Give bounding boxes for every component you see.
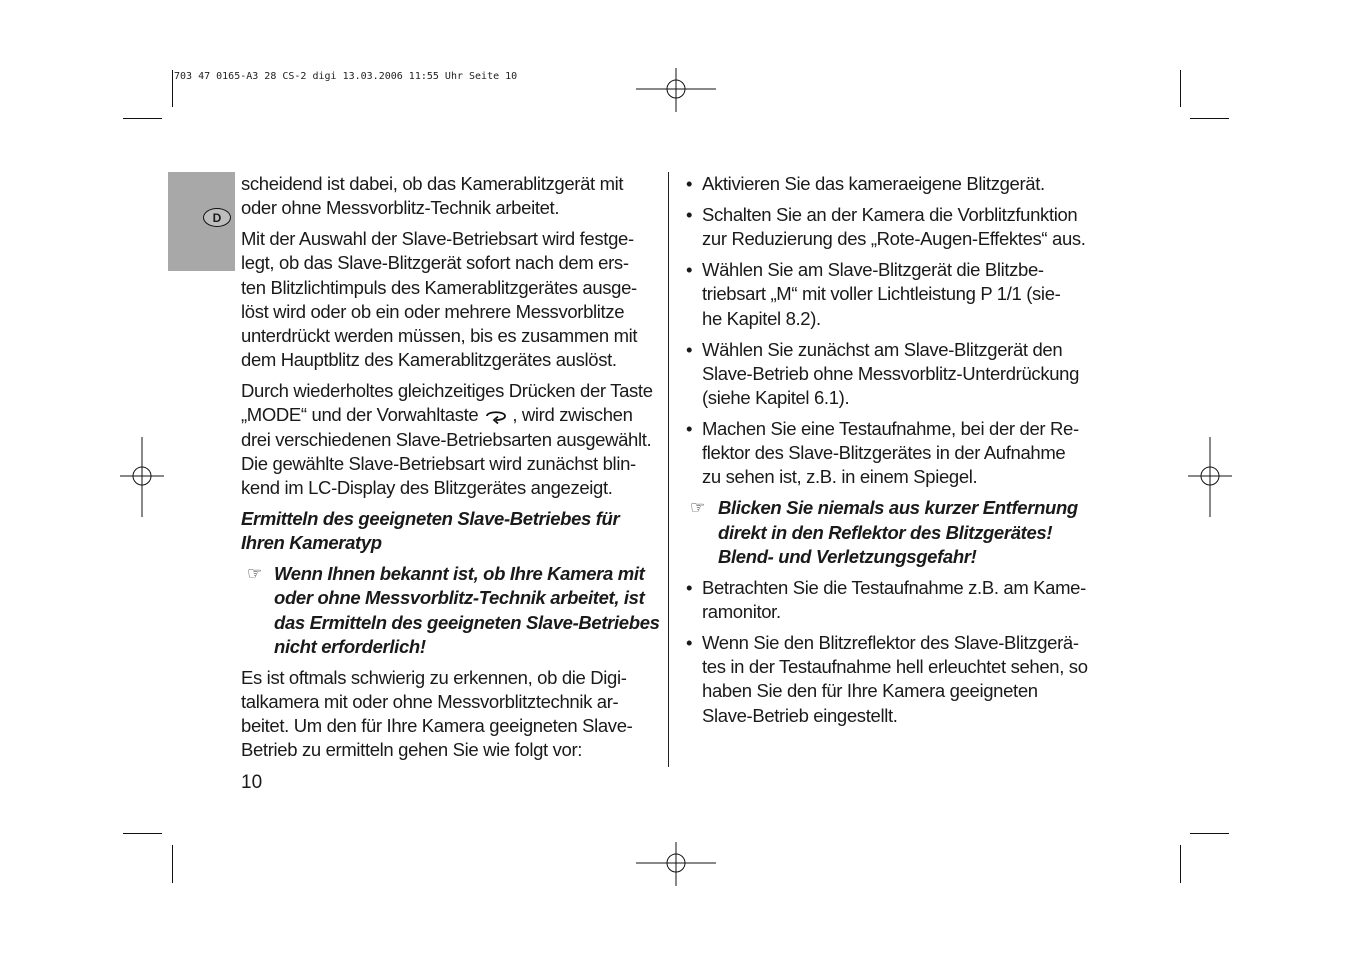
paragraph: [241, 227, 651, 372]
hint-note: [241, 562, 660, 659]
list-item: [686, 576, 1106, 624]
text-line: Wenn Ihnen bekannt ist, ob Ihre Kamera mit: [274, 563, 645, 585]
crop-mark: [123, 118, 162, 119]
crop-mark: [1180, 845, 1181, 883]
text-line: Aktivieren Sie das kameraeigene Blitzgerät.: [702, 173, 1045, 194]
preset-key-icon: [484, 410, 508, 424]
text-line: löst wird oder ob ein oder mehrere Messvorblitze: [241, 300, 625, 322]
registration-mark-icon: [1188, 437, 1232, 517]
text-line: Blend- und Verletzungsgefahr!: [718, 545, 977, 567]
paragraph: [241, 379, 651, 500]
bullet-icon: •: [686, 418, 693, 440]
text-line: Wählen Sie am Slave-Blitzgerät die Blitzbe-: [702, 259, 1044, 281]
crop-mark: [1190, 118, 1229, 119]
registration-mark-icon: [636, 842, 716, 886]
text-line: nicht erforderlich!: [274, 635, 426, 657]
section-heading: [241, 507, 651, 555]
text-line: ramonitor.: [702, 601, 781, 623]
text-line: he Kapitel 8.2).: [702, 307, 821, 329]
crop-mark: [123, 833, 162, 834]
text-line: (siehe Kapitel 6.1).: [702, 387, 850, 409]
list-item: [686, 172, 1106, 196]
text-line: unterdrückt werden müssen, bis es zusammen mit: [241, 325, 638, 347]
list-item: [686, 631, 1106, 728]
text-line: Betrieb zu ermitteln gehen Sie wie folgt vor:: [241, 739, 583, 761]
text-line: direkt in den Reflektor des Blitzgerätes!: [718, 521, 1053, 543]
crop-mark: [1180, 70, 1181, 107]
text-line: drei verschiedenen Slave-Betriebsarten ausgewählt.: [241, 428, 652, 450]
text-line: ten Blitzlichtimpuls des Kamerablitzgerätes ausge-: [241, 276, 637, 298]
text-line: dem Hauptblitz des Kamerablitzgerätes auslöst.: [241, 349, 617, 371]
text-line: Slave-Betrieb ohne Messvorblitz-Unterdrückung: [702, 362, 1080, 384]
text-line: haben Sie den für Ihre Kamera geeigneten: [702, 680, 1038, 702]
registration-mark-icon: [636, 68, 716, 112]
paragraph: [241, 666, 651, 763]
text-line: das Ermitteln des geeigneten Slave-Betriebes: [274, 611, 660, 633]
text-line: oder ohne Messvorblitz-Technik arbeitet, ist: [274, 587, 645, 609]
list-item: [686, 417, 1106, 490]
text-line: zur Reduzierung des „Rote-Augen-Effektes“ aus.: [702, 228, 1086, 250]
text-line: legt, ob das Slave-Blitzgerät sofort nach dem ers-: [241, 252, 629, 274]
text-line: zu sehen ist, z.B. in einem Spiegel.: [702, 466, 978, 488]
text-line: Ermitteln des geeigneten Slave-Betriebes für: [241, 508, 620, 530]
text-line: Mit der Auswahl der Slave-Betriebsart wird festge-: [241, 228, 634, 250]
bullet-icon: •: [686, 204, 693, 225]
text-fragment: „MODE“ und der Vorwahltaste: [241, 404, 479, 426]
text-line: flektor des Slave-Blitzgerätes in der Aufnahme: [702, 442, 1066, 464]
language-badge: D: [203, 208, 231, 227]
text-line: Wenn Sie den Blitzreflektor des Slave-Blitzgerä-: [702, 632, 1079, 654]
crop-mark: [172, 845, 173, 883]
pointing-hand-icon: ☞: [247, 564, 262, 584]
bullet-icon: •: [686, 632, 693, 654]
text-line: Machen Sie eine Testaufnahme, bei der der Re-: [702, 418, 1079, 440]
text-line: Es ist oftmals schwierig zu erkennen, ob die Digi-: [241, 666, 627, 688]
registration-mark-icon: [120, 437, 164, 517]
pointing-hand-icon: ☞: [690, 498, 705, 518]
text-line: Wählen Sie zunächst am Slave-Blitzgerät den: [702, 338, 1063, 360]
text-line: Ihren Kameratyp: [241, 532, 382, 554]
text-line: Schalten Sie an der Kamera die Vorblitzfunktion: [702, 204, 1078, 225]
text-line: Die gewählte Slave-Betriebsart wird zunächst blin-: [241, 452, 636, 474]
list-item: [686, 203, 1106, 251]
text-line: kend im LC-Display des Blitzgerätes angezeigt.: [241, 477, 613, 499]
text-fragment: , wird zwischen: [512, 404, 633, 426]
text-line: triebsart „M“ mit voller Lichtleistung P 1/1 (sie-: [702, 283, 1061, 305]
right-column: [686, 172, 1106, 728]
warning-note: [686, 496, 1106, 569]
crop-mark: [172, 70, 173, 107]
text-line: Betrachten Sie die Testaufnahme z.B. am Kame-: [702, 576, 1086, 598]
text-line: Blicken Sie niemals aus kurzer Entfernung: [718, 497, 1078, 519]
bullet-icon: •: [686, 173, 693, 194]
text-line: beitet. Um den für Ihre Kamera geeigneten Slave-: [241, 715, 633, 737]
crop-mark: [1190, 833, 1229, 834]
paragraph: [241, 172, 651, 220]
print-header: 703 47 0165-A3 28 CS-2 digi 13.03.2006 11:55 Uhr Seite 10: [174, 71, 518, 82]
column-divider: [668, 172, 669, 767]
bullet-icon: •: [686, 576, 693, 598]
text-line: tes in der Testaufnahme hell erleuchtet sehen, so: [702, 656, 1088, 678]
text-line: talkamera mit oder ohne Messvorblitztechnik ar-: [241, 691, 619, 713]
page-number: 10: [241, 772, 263, 793]
text-line: [241, 403, 651, 427]
left-column: [241, 172, 660, 763]
text-line: oder ohne Messvorblitz-Technik arbeitet.: [241, 197, 560, 219]
text-line: Slave-Betrieb eingestellt.: [702, 704, 898, 726]
text-line: Durch wiederholtes gleichzeitiges Drücken der Taste: [241, 380, 653, 402]
text-line: scheidend ist dabei, ob das Kamerablitzgerät mit: [241, 173, 624, 194]
list-item: [686, 258, 1106, 331]
bullet-icon: •: [686, 259, 693, 281]
bullet-icon: •: [686, 338, 693, 360]
list-item: [686, 338, 1106, 411]
